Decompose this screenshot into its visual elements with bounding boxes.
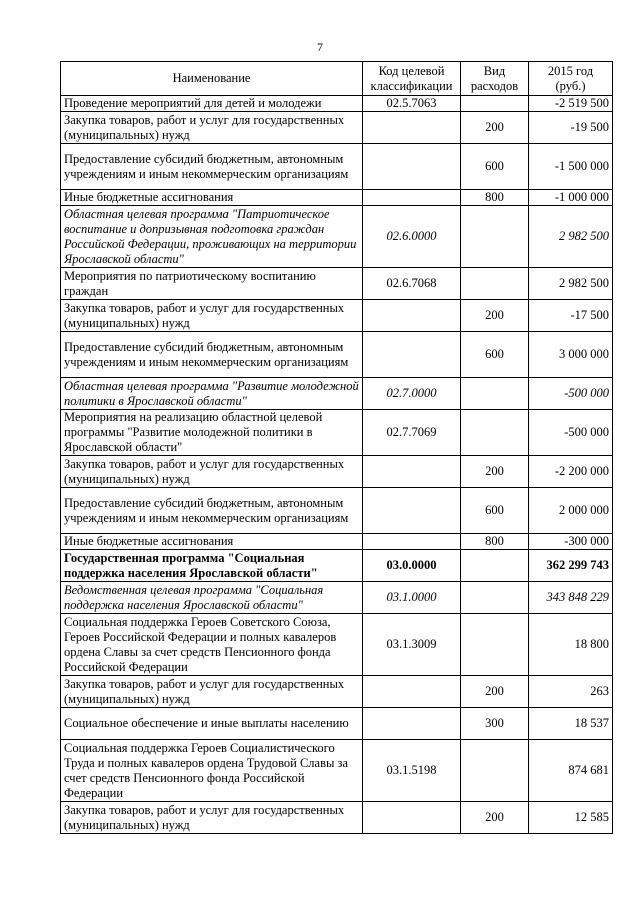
name-cell: Государственная программа "Социальная поддержка населения Ярославской области" [61,550,363,582]
code-cell [363,534,461,550]
code-cell: 03.0.0000 [363,550,461,582]
amount-cell: -1 500 000 [529,144,613,190]
table-row [61,534,613,550]
name-cell: Предоставление субсидий бюджетным, автономным учреждениям и иным некоммерческим организациям [61,488,363,534]
table-row [61,456,613,488]
amount-cell: -1 000 000 [529,190,613,206]
name-cell: Ведомственная целевая программа "Социальная поддержка населения Ярославской области" [61,582,363,614]
table-row [61,708,613,740]
page-number: 7 [317,40,323,54]
name-cell: Социальное обеспечение и иные выплаты населению [61,708,363,740]
code-cell [363,332,461,378]
table-row [61,112,613,144]
name-cell: Закупка товаров, работ и услуг для государственных (муниципальных) нужд [61,676,363,708]
code-cell [363,802,461,834]
type-cell [461,268,529,300]
type-cell [461,378,529,410]
type-cell [461,550,529,582]
code-cell [363,456,461,488]
code-cell: 02.5.7063 [363,96,461,112]
type-cell: 800 [461,534,529,550]
amount-cell: 362 299 743 [529,550,613,582]
code-cell [363,708,461,740]
name-cell: Социальная поддержка Героев Социалистического Труда и полных кавалеров ордена Трудовой Славы за счет средств Пенсионного фонда Российской Федерации [61,740,363,802]
table-row [61,144,613,190]
type-cell: 200 [461,676,529,708]
type-cell: 800 [461,190,529,206]
name-cell: Закупка товаров, работ и услуг для государственных (муниципальных) нужд [61,112,363,144]
header-row [61,62,613,96]
table-row [61,300,613,332]
amount-cell: 12 585 [529,802,613,834]
name-cell: Иные бюджетные ассигнования [61,190,363,206]
type-cell: 200 [461,300,529,332]
table-row [61,802,613,834]
type-cell: 200 [461,112,529,144]
table-row [61,740,613,802]
amount-cell: -500 000 [529,410,613,456]
code-cell: 03.1.0000 [363,582,461,614]
header-amount: 2015 год (руб.) [529,62,613,96]
name-cell: Мероприятия на реализацию областной целевой программы "Развитие молодежной политики в Ярославской области" [61,410,363,456]
budget-table [60,61,613,834]
name-cell: Областная целевая программа "Развитие молодежной политики в Ярославской области" [61,378,363,410]
type-cell: 200 [461,802,529,834]
amount-cell: 2 000 000 [529,488,613,534]
name-cell: Мероприятия по патриотическому воспитанию граждан [61,268,363,300]
type-cell: 200 [461,456,529,488]
header-name: Наименование [61,62,363,96]
type-cell: 600 [461,488,529,534]
table-row [61,190,613,206]
amount-cell: 18 800 [529,614,613,676]
name-cell: Иные бюджетные ассигнования [61,534,363,550]
amount-cell: -2 200 000 [529,456,613,488]
code-cell: 02.6.0000 [363,206,461,268]
amount-cell: -19 500 [529,112,613,144]
type-cell [461,740,529,802]
table-row [61,378,613,410]
type-cell [461,582,529,614]
code-cell [363,300,461,332]
code-cell [363,190,461,206]
table-row [61,268,613,300]
table-row [61,582,613,614]
amount-cell: -300 000 [529,534,613,550]
amount-cell: -500 000 [529,378,613,410]
code-cell: 03.1.3009 [363,614,461,676]
type-cell [461,410,529,456]
amount-cell: 343 848 229 [529,582,613,614]
amount-cell: -17 500 [529,300,613,332]
table-row [61,488,613,534]
name-cell: Предоставление субсидий бюджетным, автономным учреждениям и иным некоммерческим организациям [61,332,363,378]
type-cell: 600 [461,332,529,378]
code-cell [363,488,461,534]
amount-cell: 874 681 [529,740,613,802]
type-cell [461,96,529,112]
table-row [61,96,613,112]
code-cell: 02.6.7068 [363,268,461,300]
type-cell: 600 [461,144,529,190]
code-cell: 03.1.5198 [363,740,461,802]
type-cell [461,614,529,676]
code-cell: 02.7.7069 [363,410,461,456]
name-cell: Проведение мероприятий для детей и молодежи [61,96,363,112]
table-body [61,96,613,834]
amount-cell: 3 000 000 [529,332,613,378]
code-cell: 02.7.0000 [363,378,461,410]
table-row [61,614,613,676]
name-cell: Предоставление субсидий бюджетным, автономным учреждениям и иным некоммерческим организациям [61,144,363,190]
code-cell [363,676,461,708]
amount-cell: 2 982 500 [529,206,613,268]
type-cell [461,206,529,268]
name-cell: Областная целевая программа "Патриотическое воспитание и допризывная подготовка граждан Российской Федерации, проживающих на территории Ярославской области" [61,206,363,268]
table-row [61,676,613,708]
name-cell: Закупка товаров, работ и услуг для государственных (муниципальных) нужд [61,802,363,834]
table-row [61,206,613,268]
name-cell: Закупка товаров, работ и услуг для государственных (муниципальных) нужд [61,300,363,332]
code-cell [363,112,461,144]
amount-cell: 263 [529,676,613,708]
code-cell [363,144,461,190]
name-cell: Закупка товаров, работ и услуг для государственных (муниципальных) нужд [61,456,363,488]
header-type: Вид расходов [461,62,529,96]
amount-cell: -2 519 500 [529,96,613,112]
amount-cell: 18 537 [529,708,613,740]
amount-cell: 2 982 500 [529,268,613,300]
table-row [61,410,613,456]
table-row [61,332,613,378]
header-code: Код целевой классификации [363,62,461,96]
name-cell: Социальная поддержка Героев Советского Союза, Героев Российской Федерации и полных кавалеров ордена Славы за счет средств Пенсионного фонда Российской Федерации [61,614,363,676]
table-row [61,550,613,582]
type-cell: 300 [461,708,529,740]
